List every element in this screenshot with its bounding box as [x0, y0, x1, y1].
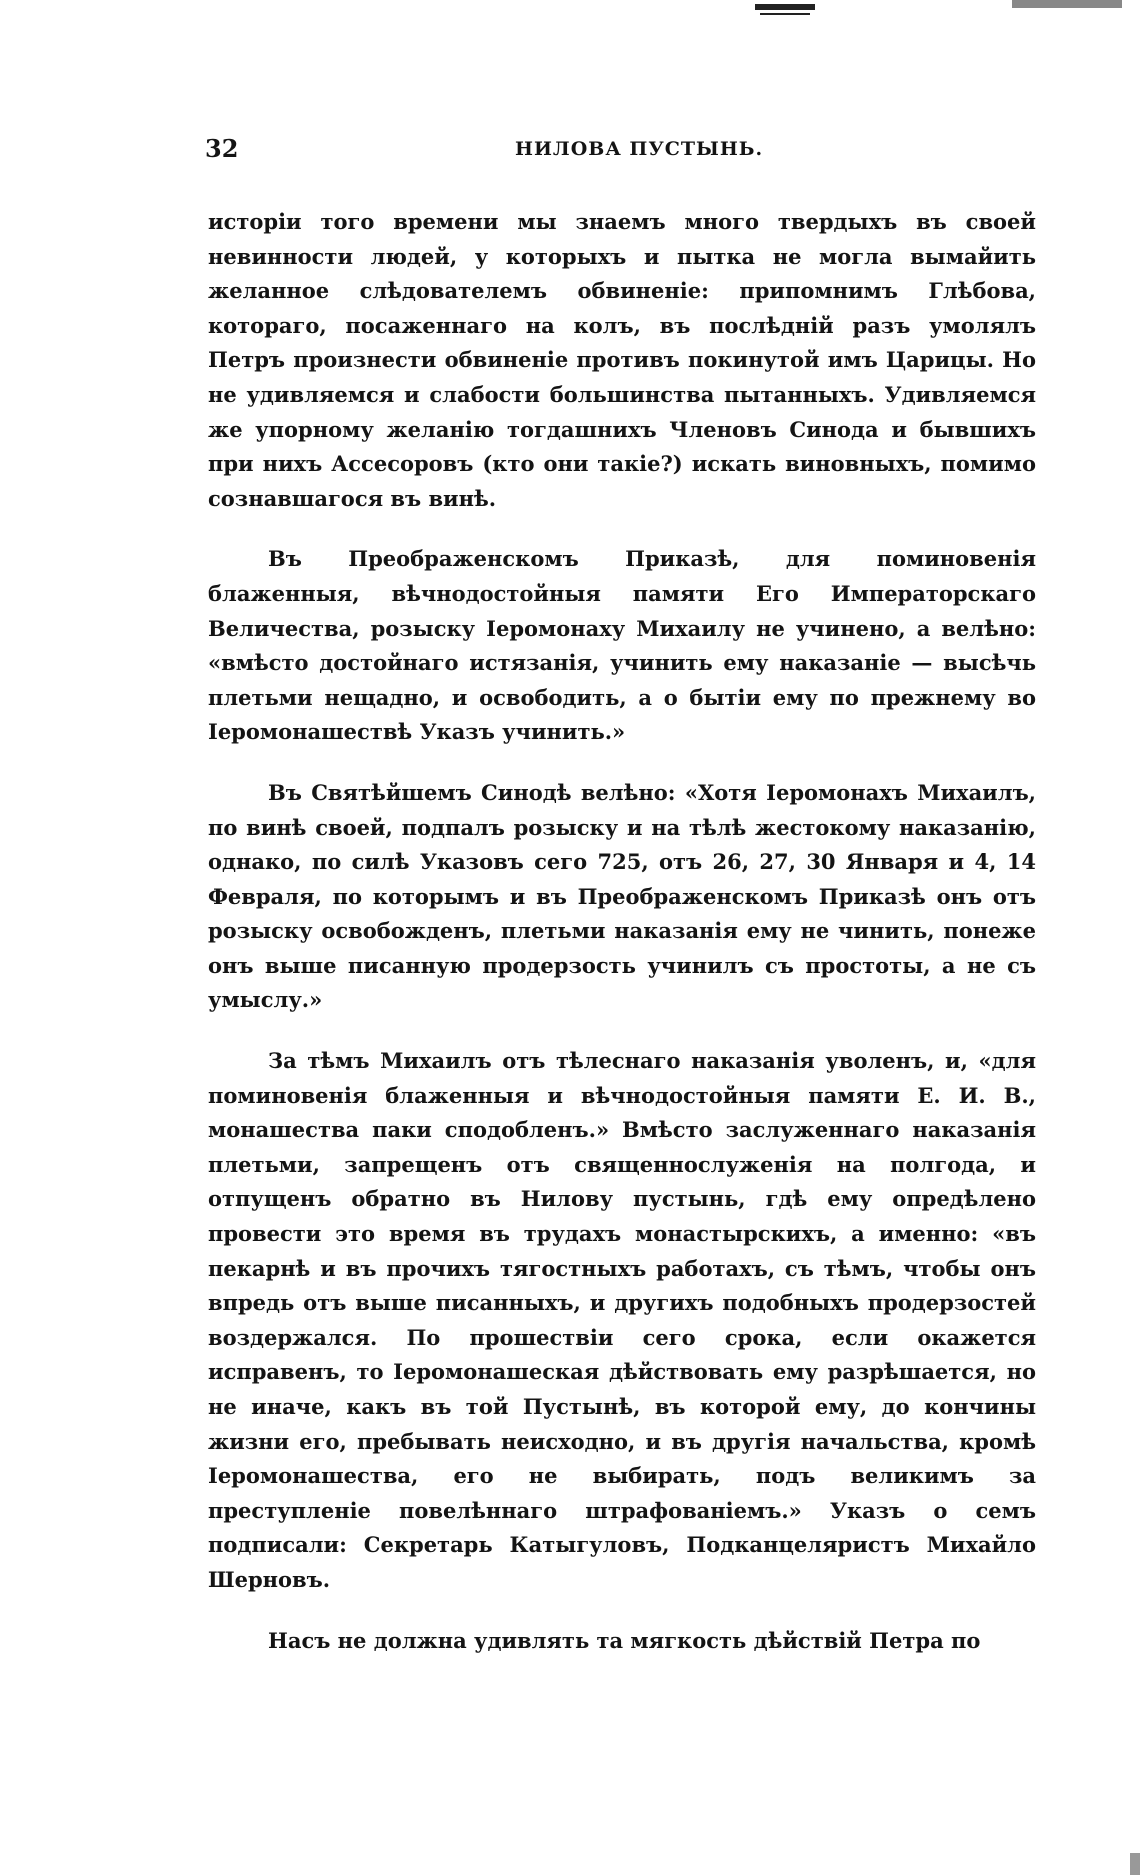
scan-artifact — [755, 4, 815, 10]
paragraph: За тѣмъ Михаилъ отъ тѣлеснаго наказанія уволенъ, и, «для поминовенія блаженныя и вѣчнодостойныя памяти Е. И. В., монашества паки сподобленъ.» Вмѣсто заслуженнаго наказанія плетьми, запрещенъ отъ священнослуженія на полгода, и отпущенъ обратно въ Нилову пустынь, гдѣ ему опредѣлено провести это время въ трудахъ монастырскихъ, а именно: «въ пекарнѣ и въ прочихъ тягостныхъ работахъ, съ тѣмъ, чтобы онъ впредь отъ выше писанныхъ, и другихъ подобныхъ продерзостей воздержался. По прошествіи сего срока, если окажется исправенъ, то Іеромонашеская дѣйствовать ему разрѣшается, но не иначе, какъ въ той Пустынѣ, въ которой ему, до кончины жизни его, пребывать неисходно, и въ другія начальства, кромѣ Іеромонашества, его не выбирать, подъ великимъ за преступленіе повелѣннаго штрафованіемъ.» Указъ о семъ подписали: Секретарь Катыгуловъ, Подканцеляристъ Михайло Шерновъ. — [208, 1048, 1036, 1592]
page-number: 32 — [205, 134, 239, 163]
paragraph: исторіи того времени мы знаемъ много твердыхъ въ своей невинности людей, у которыхъ и пытка не могла вымайить желанное слѣдователемъ обвиненіе: припомнимъ Глѣбова, котораго, посаженнаго на колъ, въ послѣдній разъ умолялъ Петръ произнести обвиненіе противъ покинутой имъ Царицы. Но не удивляемся и слабости большинства пытанныхъ. Удивляемся же упорному желанію тогдашнихъ Членовъ Синода и бывшихъ при нихъ Ассесоровъ (кто они такіе?) искать виновныхъ, помимо сознавшагося въ винѣ. — [208, 209, 1036, 511]
scan-artifact — [1130, 1853, 1140, 1875]
scan-artifact — [1012, 0, 1122, 8]
paragraph: Насъ не должна удивлять та мягкость дѣйствій Петра по — [268, 1627, 981, 1653]
paragraph: Въ Преображенскомъ Приказѣ, для поминовенія блаженныя, вѣчнодостойныя памяти Его Императорскаго Величества, розыску Іеромонаху Михаилу не учинено, а велѣно: «вмѣсто достойнаго истязанія, учинить ему наказаніе — высѣчь плетьми нещадно, и освободить, а о бытіи ему по прежнему во Іеромонашествѣ Указъ учинить.» — [208, 546, 1036, 745]
scan-artifact — [760, 13, 810, 15]
running-title: НИЛОВА ПУСТЫНЬ. — [515, 138, 764, 160]
body-text — [208, 205, 1036, 1684]
running-head — [205, 134, 1037, 168]
paragraph: Въ Святѣйшемъ Синодѣ велѣно: «Хотя Іеромонахъ Михаилъ, по винѣ своей, подпалъ розыску и на тѣлѣ жестокому наказанію, однако, по силѣ Указовъ сего 725, отъ 26, 27, 30 Января и 4, 14 Февраля, по которымъ и въ Преображенскомъ Приказѣ онъ отъ розыску освобожденъ, плетьми наказанія ему не чинить, понеже онъ выше писанную продерзость учинилъ съ простоты, а не съ умыслу.» — [208, 779, 1036, 1013]
